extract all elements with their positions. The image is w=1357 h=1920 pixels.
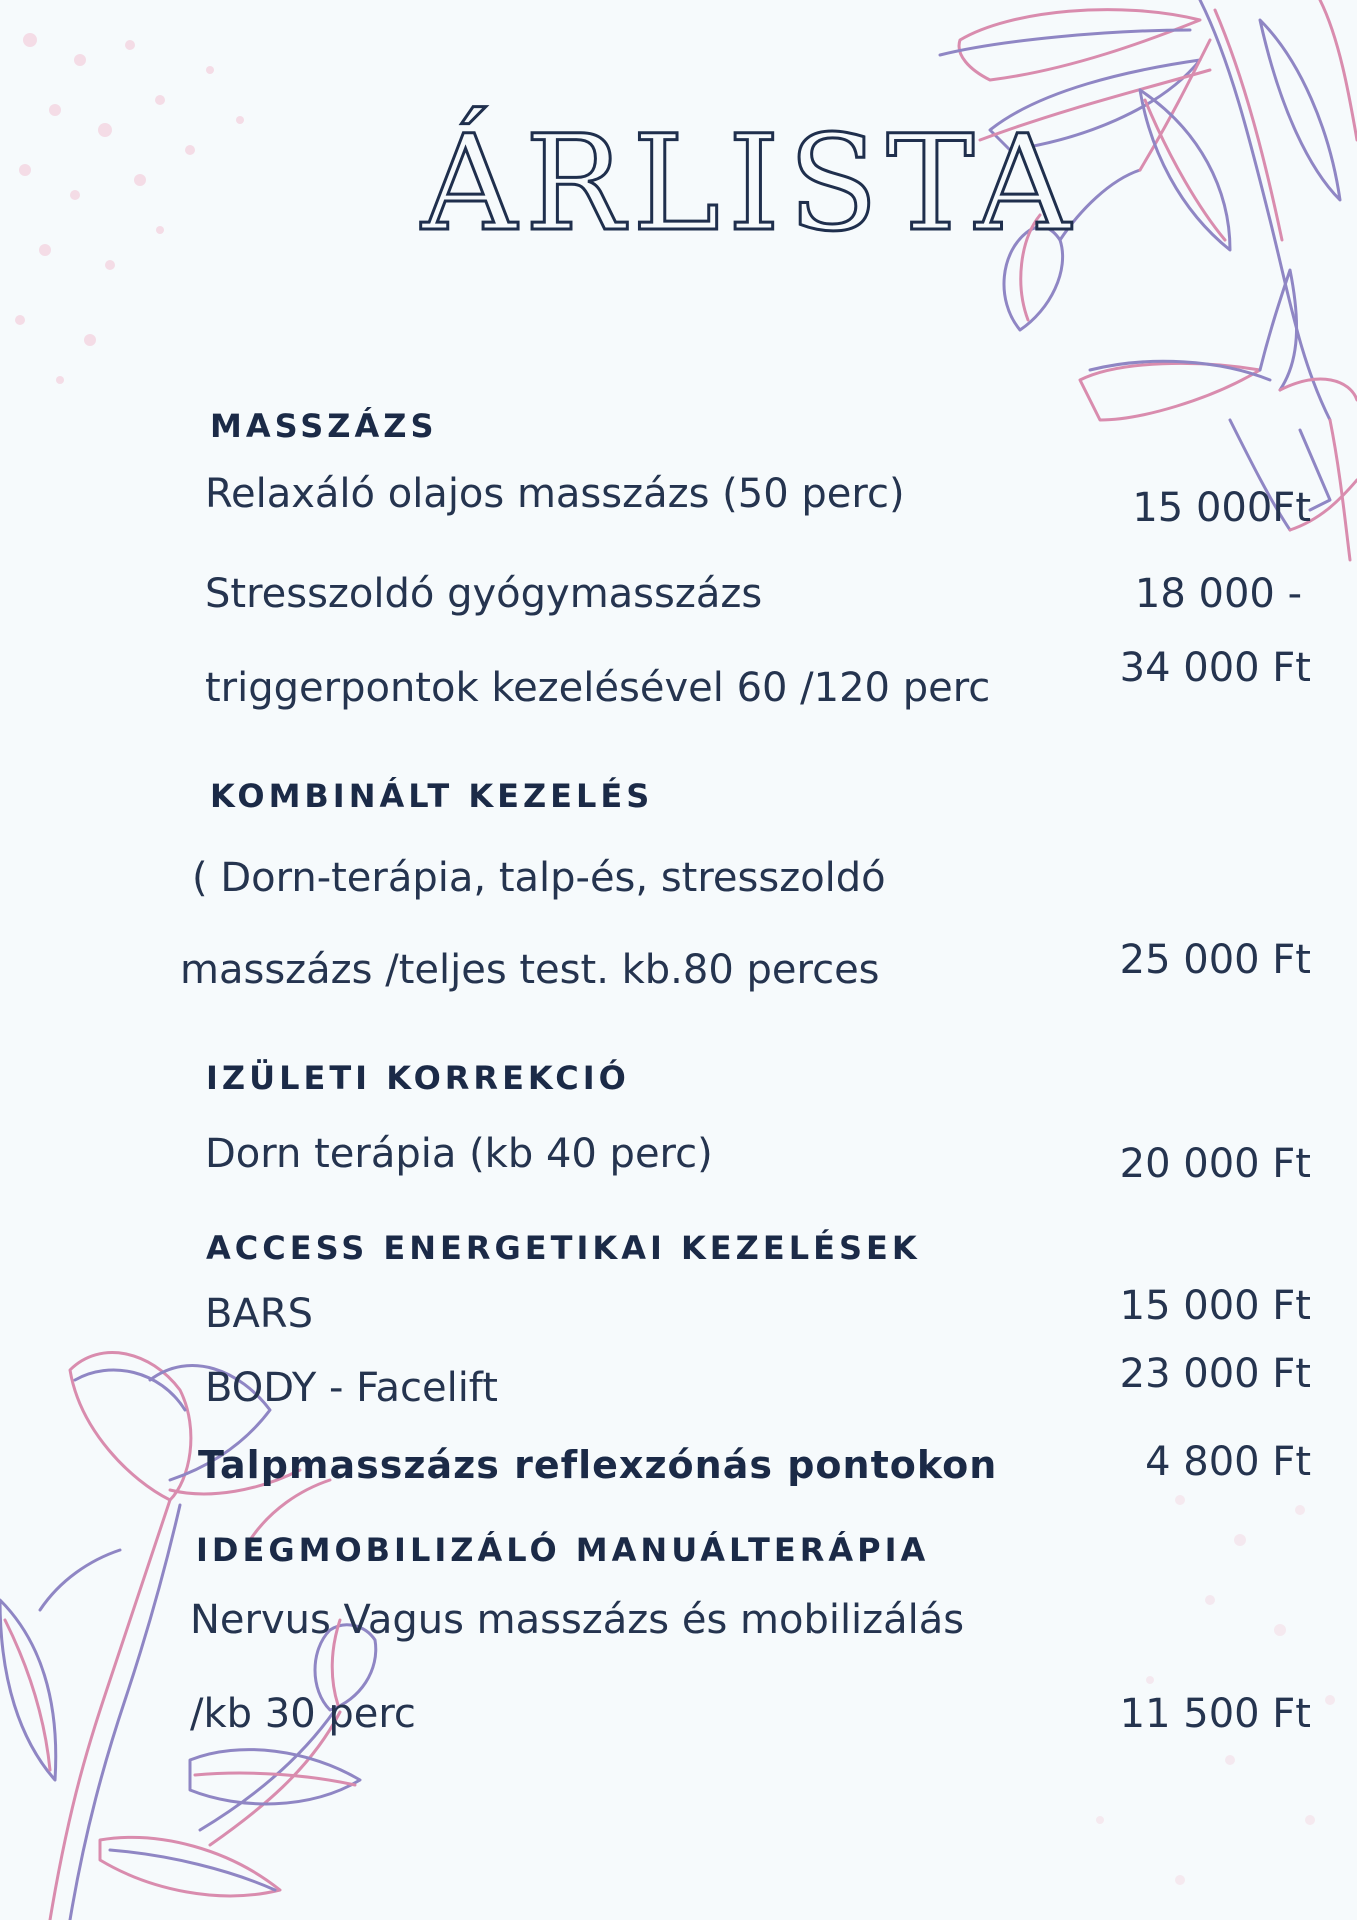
price-bars: 15 000 Ft	[1119, 1283, 1311, 1329]
item-kombinalt-line1: ( Dorn-terápia, talp-és, stresszoldó	[192, 855, 886, 901]
price-nervus-vagus: 11 500 Ft	[1119, 1691, 1311, 1737]
item-bars: BARS	[205, 1291, 313, 1337]
item-talpmasszazs: Talpmasszázs reflexzónás pontokon	[198, 1443, 998, 1487]
price-body-facelift: 23 000 Ft	[1119, 1351, 1311, 1397]
item-kombinalt-line2: masszázs /teljes test. kb.80 perces	[180, 947, 880, 993]
price-kombinalt: 25 000 Ft	[1119, 937, 1311, 983]
section-heading-izuleti: IZÜLETI KORREKCIÓ	[206, 1059, 630, 1097]
page-title: ÁRLISTA	[421, 107, 1079, 261]
item-body-facelift: BODY - Facelift	[205, 1365, 498, 1411]
price-talpmasszazs: 4 800 Ft	[1145, 1439, 1311, 1485]
price-stresszoldo-line1: 18 000 -	[1134, 571, 1302, 617]
item-stresszoldo-line1: Stresszoldó gyógymasszázs	[205, 571, 763, 617]
section-heading-idegmobilizalo: IDEGMOBILIZÁLÓ MANUÁLTERÁPIA	[196, 1531, 930, 1569]
section-heading-masszazs: MASSZÁZS	[210, 407, 438, 445]
item-dorn-terapia: Dorn terápia (kb 40 perc)	[205, 1131, 713, 1177]
section-heading-access: ACCESS ENERGETIKAI KEZELÉSEK	[206, 1229, 921, 1267]
flower-top-right	[940, 0, 1357, 560]
item-stresszoldo-line2: triggerpontok kezelésével 60 /120 perc	[205, 665, 991, 711]
item-nervus-vagus-line2: /kb 30 perc	[190, 1691, 416, 1737]
price-stresszoldo-line2: 34 000 Ft	[1119, 645, 1311, 691]
section-heading-kombinalt: KOMBINÁLT KEZELÉS	[210, 777, 654, 815]
price-dorn-terapia: 20 000 Ft	[1119, 1141, 1311, 1187]
price-relaxalo-masszazs: 15 000Ft	[1132, 485, 1311, 531]
item-nervus-vagus-line1: Nervus Vagus masszázs és mobilizálás	[190, 1597, 965, 1643]
pink-dots-bottom-right	[1096, 1495, 1335, 1885]
item-relaxalo-masszazs: Relaxáló olajos masszázs (50 perc)	[205, 471, 905, 517]
